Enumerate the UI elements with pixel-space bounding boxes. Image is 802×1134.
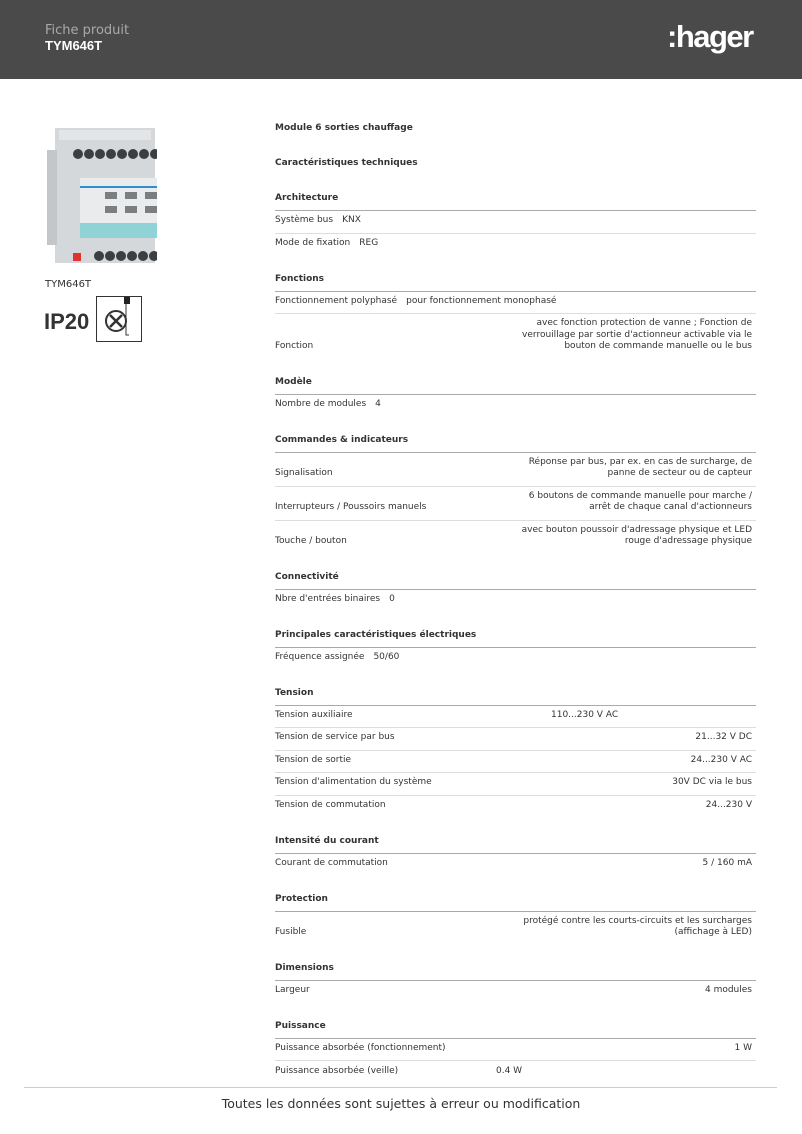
spec-section (275, 570, 756, 612)
spec-label: Tension de commutation (275, 800, 386, 810)
spec-section (275, 375, 756, 417)
spec-value: 5 / 160 mA (702, 858, 752, 868)
spec-row (275, 796, 756, 818)
spec-row (275, 453, 756, 487)
spec-row (275, 912, 756, 945)
spec-label: Tension de service par bus (275, 732, 395, 742)
spec-row (275, 211, 756, 234)
spec-heading: Caractéristiques techniques (275, 158, 418, 168)
spec-row (275, 773, 756, 796)
section-title: Tension (275, 686, 756, 706)
spec-value: KNX (342, 215, 361, 225)
spec-value: 4 (375, 399, 381, 409)
spec-value: Réponse par bus, par ex. en cas de surcharge, de panne de secteur ou de capteur (528, 456, 752, 478)
product-image (45, 120, 165, 274)
spec-label: Nbre d'entrées binaires (275, 594, 381, 604)
spec-section (275, 628, 756, 670)
footer-disclaimer: Toutes les données sont sujettes à erreur ou modification (221, 1096, 581, 1111)
spec-value: 21...32 V DC (695, 732, 752, 742)
spec-value: 24...230 V (705, 800, 752, 810)
section-title: Principales caractéristiques électriques (275, 628, 756, 648)
spec-label: Tension de sortie (275, 754, 352, 765)
header-bar (0, 0, 802, 79)
spec-section (275, 272, 756, 359)
spec-value: REG (359, 238, 379, 248)
spec-section (275, 191, 756, 256)
spec-row (275, 981, 756, 1003)
spec-value: 4 modules (704, 985, 752, 995)
spec-label: Fusible (275, 927, 307, 937)
spec-label: Puissance absorbée (fonctionnement) (275, 1042, 446, 1053)
spec-section (275, 686, 756, 818)
spec-row (275, 395, 756, 417)
spec-row (275, 590, 756, 612)
spec-section (275, 892, 756, 945)
spec-row (275, 751, 756, 774)
section-title: Architecture (275, 191, 756, 211)
spec-label: Signalisation (275, 468, 333, 478)
footer-divider (24, 1087, 777, 1088)
spec-row (275, 487, 756, 521)
section-title: Fonctions (275, 272, 756, 292)
spec-value: protégé contre les courts-circuits et les surcharges (affichage à LED) (523, 915, 752, 937)
spec-value: 0 (389, 594, 395, 604)
spec-label: Nombre de modules (275, 399, 367, 409)
spec-value: 110...230 V AC (551, 709, 619, 720)
section-title: Intensité du courant (275, 834, 756, 854)
spec-label: Courant de commutation (275, 858, 388, 868)
spec-row (275, 648, 756, 670)
product-title: Module 6 sorties chauffage (275, 123, 413, 133)
spec-label: Tension d'alimentation du système (275, 777, 432, 787)
section-title: Dimensions (275, 961, 756, 981)
spec-value: pour fonctionnement monophasé (406, 295, 557, 306)
spec-row (275, 314, 756, 359)
spec-label: Largeur (275, 985, 310, 995)
spec-row (275, 1061, 756, 1083)
spec-value: 1 W (734, 1042, 752, 1053)
section-title: Modèle (275, 375, 756, 395)
spec-row (275, 1039, 756, 1062)
header-subtitle: Fiche produit (45, 23, 130, 38)
section-title: Commandes & indicateurs (275, 433, 756, 453)
spec-label: Système bus (275, 215, 334, 225)
section-title: Protection (275, 892, 756, 912)
spec-row (275, 728, 756, 751)
product-label: TYM646T (45, 279, 92, 290)
ip-rating: IP20 (44, 309, 90, 334)
spec-label: Mode de fixation (275, 238, 351, 248)
spec-row (275, 292, 756, 315)
spec-value: 0.4 W (496, 1065, 523, 1076)
spec-value: avec fonction protection de vanne ; Fonction de verrouillage par sortie d'actionneur activable via le bouton de commande manuelle ou le bus (522, 318, 752, 351)
spec-row (275, 234, 756, 256)
spec-label: Fonction (275, 341, 314, 351)
spec-row (275, 706, 756, 729)
spec-label: Tension auxiliaire (275, 709, 353, 720)
section-title: Connectivité (275, 570, 756, 590)
spec-label: Interrupteurs / Poussoirs manuels (275, 502, 427, 512)
spec-section (275, 961, 756, 1003)
spec-section (275, 433, 756, 554)
spec-value: 50/60 (373, 652, 400, 662)
spec-label: Fonctionnement polyphasé (275, 295, 398, 306)
spec-value: 24...230 V AC (690, 754, 752, 765)
spec-value: 30V DC via le bus (672, 777, 752, 787)
header-reference: TYM646T (45, 38, 103, 53)
ip-symbol-icon (96, 296, 142, 342)
spec-label: Fréquence assignée (275, 652, 365, 662)
spec-row (275, 521, 756, 554)
spec-value: avec bouton poussoir d'adressage physique et LED rouge d'adressage physique (521, 524, 752, 546)
spec-sheet (275, 121, 756, 1083)
device-illustration (45, 120, 157, 270)
spec-value: 6 boutons de commande manuelle pour marche / arrêt de chaque canal d'actionneurs (528, 490, 752, 512)
spec-section (275, 834, 756, 876)
spec-label: Touche / bouton (275, 536, 347, 546)
spec-label: Puissance absorbée (veille) (275, 1065, 399, 1076)
spec-row (275, 854, 756, 876)
spec-section (275, 1019, 756, 1084)
hager-logo: :hager (667, 19, 753, 54)
section-title: Puissance (275, 1019, 756, 1039)
